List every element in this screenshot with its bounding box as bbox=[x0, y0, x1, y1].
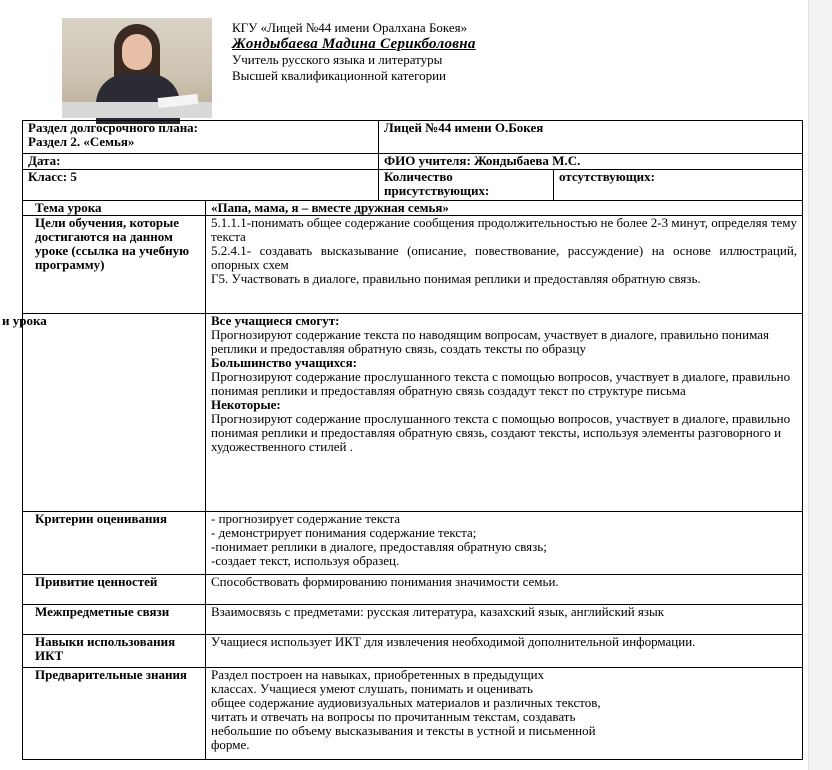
most-students-title: Большинство учащихся: bbox=[211, 355, 357, 370]
criteria-item: -понимает реплики в диалоге, предоставляя обратную связь; bbox=[211, 539, 547, 554]
lesson-plan-table bbox=[2, 120, 803, 760]
lesson-goals-label: и урока bbox=[23, 314, 206, 512]
teacher-position: Учитель русского языка и литературы bbox=[232, 52, 443, 67]
teacher-name: Жондыбаева Мадина Серикболовна bbox=[232, 36, 476, 52]
absent-cell: отсутствующих: bbox=[554, 170, 803, 201]
header-text bbox=[232, 20, 476, 84]
page-edge bbox=[808, 0, 832, 770]
most-students-text: Прогнозируют содержание прослушанного текста с помощью вопросов, участвует в диалоге, правильно понимая реплики и предоставляя обратную связь создадут текст по структуре письма bbox=[211, 369, 791, 398]
criteria-item: - демонстрирует понимания содержание текста; bbox=[211, 525, 477, 540]
prior-knowledge-value: Раздел построен на навыках, приобретенных в предыдущих классах. Учащиеся умеют слушать, понимать и оценивать общее содержание аудиовизуальных материалов и различных текстов, читать и отвечать на вопросы по прочитанным текстам, создавать небольшие по объему высказывания и тексты в устной и письменной форме. bbox=[206, 668, 803, 760]
some-students-title: Некоторые: bbox=[211, 397, 281, 412]
teacher-cell: ФИО учителя: Жондыбаева М.С. bbox=[379, 154, 803, 170]
goal-item: 5.1.1.1-понимать общее содержание сообщения продолжительностью не более 2-3 минут, определяя тему текста bbox=[211, 215, 798, 244]
ict-value: Учащиеся использует ИКТ для извлечения необходимой дополнительной информации. bbox=[206, 635, 803, 668]
prior-knowledge-label: Предварительные знания bbox=[23, 668, 206, 760]
values-value: Способствовать формированию понимания значимости семьи. bbox=[206, 575, 803, 605]
teacher-photo bbox=[62, 18, 212, 118]
all-students-text: Прогнозируют содержание текста по наводящим вопросам, участвует в диалоге, правильно понимая реплики и предоставляя обратную связь, создать тексты по образцу bbox=[211, 327, 769, 356]
lesson-goals-value bbox=[206, 314, 803, 512]
school-line: КГУ «Лицей №44 имени Оралхана Бокея» bbox=[232, 20, 468, 35]
topic-value: «Папа, мама, я – вместе дружная семья» bbox=[206, 201, 803, 216]
some-students-text: Прогнозируют содержание прослушанного текста с помощью вопросов, участвует в диалоге, правильно понимая реплики и предоставляя обратную связь, создают тексты, используя элементы разговорного и художественного стилей . bbox=[211, 411, 791, 454]
goal-item: 5.2.4.1- создавать высказывание (описание, повествование, рассуждение) на основе иллюстраций, опорных схем bbox=[211, 243, 798, 272]
topic-label: Тема урока bbox=[23, 201, 206, 216]
teacher-category: Высшей квалификационной категории bbox=[232, 68, 447, 83]
school-cell: Лицей №44 имени О.Бокея bbox=[379, 121, 803, 154]
document-header bbox=[0, 0, 831, 118]
goals-label: Цели обучения, которые достигаются на данном уроке (ссылка на учебную программу) bbox=[23, 216, 206, 314]
date-cell: Дата: bbox=[23, 154, 379, 170]
class-cell: Класс: 5 bbox=[23, 170, 379, 201]
section-cell: Раздел долгосрочного плана: Раздел 2. «Семья» bbox=[23, 121, 379, 154]
ict-label: Навыки использования ИКТ bbox=[23, 635, 206, 668]
goals-value bbox=[206, 216, 803, 314]
cross-curricular-value: Взаимосвязь с предметами: русская литература, казахский язык, английский язык bbox=[206, 605, 803, 635]
criteria-item: - прогнозирует содержание текста bbox=[211, 511, 401, 526]
criteria-label: Критерии оценивания bbox=[23, 512, 206, 575]
criteria-value bbox=[206, 512, 803, 575]
goal-item: Г5. Участвовать в диалоге, правильно понимая реплики и предоставляя обратную связь. bbox=[211, 271, 701, 286]
cross-curricular-label: Межпредметные связи bbox=[23, 605, 206, 635]
criteria-item: -создает текст, используя образец. bbox=[211, 553, 400, 568]
all-students-title: Все учащиеся смогут: bbox=[211, 313, 340, 328]
present-cell: Количество присутствующих: bbox=[379, 170, 554, 201]
values-label: Привитие ценностей bbox=[23, 575, 206, 605]
